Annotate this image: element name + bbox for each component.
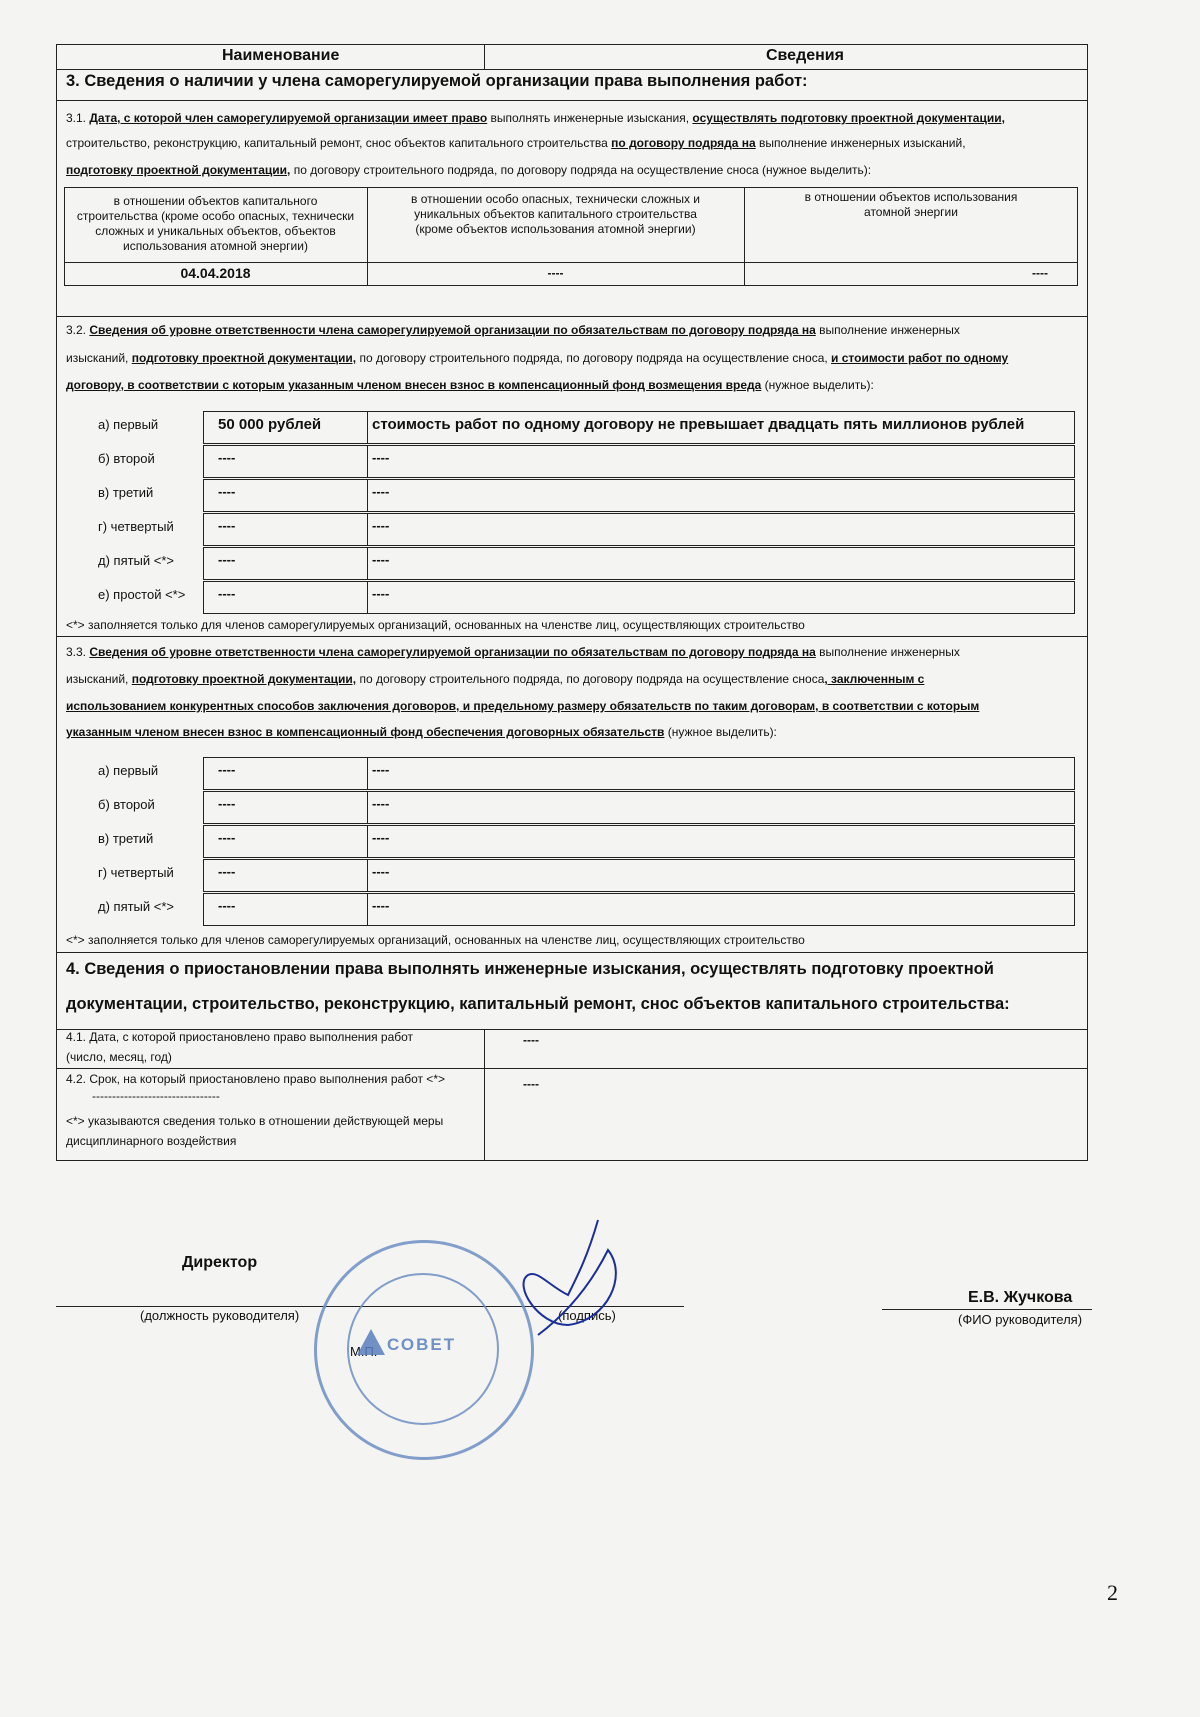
level-label: а) первый — [98, 763, 159, 778]
p33-line4: указанным членом внесен взнос в компенсационный фонд обеспечения договорных обязательств (нужное выделить): — [66, 725, 777, 739]
level-amount: ---- — [204, 792, 368, 823]
p33-line3: использованием конкурентных способов заключения договоров, и предельному размеру обязательств по таким договорам, в соответствии с которым — [66, 699, 980, 713]
level-description: ---- — [372, 484, 390, 499]
level-amount: ---- — [204, 480, 368, 511]
level-row — [203, 547, 1075, 580]
handwritten-signature — [508, 1215, 648, 1355]
level-description: ---- — [372, 518, 390, 533]
row-42-value: ---- — [523, 1077, 539, 1091]
level-description: ---- — [372, 450, 390, 465]
level-row — [203, 479, 1075, 512]
position-caption: (должность руководителя) — [140, 1308, 300, 1323]
level-row — [203, 513, 1075, 546]
signature-caption: (подпись) — [558, 1308, 616, 1323]
level-amount: ---- — [204, 826, 368, 857]
level-row — [203, 757, 1075, 790]
level-label: г) четвертый — [98, 865, 174, 880]
p31-value-1: 04.04.2018 — [180, 265, 251, 281]
level-label: в) третий — [98, 831, 154, 846]
level-label: а) первый — [98, 417, 159, 432]
row-42-note2: дисциплинарного воздействия — [66, 1134, 237, 1148]
p31-value-3: ---- — [1032, 266, 1048, 280]
section-4-title-line1: 4. Сведения о приостановлении права выполнять инженерные изыскания, осуществлять подготовку проектной — [66, 960, 994, 978]
level-amount: ---- — [204, 514, 368, 545]
header-col-name: Наименование — [222, 47, 340, 64]
p33-line1: 3.3. Сведения об уровне ответственности члена саморегулируемой организации по обязательствам по договору подряда на выполнение инженерных — [66, 645, 960, 659]
level-description: ---- — [372, 898, 390, 913]
signer-position: Директор — [182, 1254, 258, 1271]
level-row — [203, 411, 1075, 444]
row-42-label: 4.2. Срок, на который приостановлено право выполнения работ <*> — [66, 1072, 445, 1086]
level-description: ---- — [372, 552, 390, 567]
level-amount: ---- — [204, 894, 368, 925]
p31-col1-header: в отношении объектов капитального строительства (кроме особо опасных, технически сложных и уникальных объектов, объектов использования атомной энергии) — [76, 194, 355, 253]
level-label: г) четвертый — [98, 519, 174, 534]
p32-line2: изысканий, подготовку проектной документации, по договору строительного подряда, по договору подряда на осуществление сноса, и стоимости работ по одному — [66, 351, 1009, 365]
p31-line2: строительство, реконструкцию, капитальный ремонт, снос объектов капитального строительства по договору подряда на выполнение инженерных изысканий, — [66, 136, 966, 150]
seal-place-label: М.П. — [350, 1344, 378, 1359]
signer-name: Е.В. Жучкова — [968, 1289, 1073, 1306]
p32-line1: 3.2. Сведения об уровне ответственности члена саморегулируемой организации по обязательствам по договору подряда на выполнение инженерных — [66, 323, 960, 337]
level-label: д) пятый <*> — [98, 553, 175, 568]
row-41-value: ---- — [523, 1033, 539, 1047]
level-label: б) второй — [98, 451, 155, 466]
level-description: ---- — [372, 586, 390, 601]
level-row — [203, 893, 1075, 926]
p33-line2: изысканий, подготовку проектной документации, по договору строительного подряда, по договору подряда на осуществление сноса, заключенным с — [66, 672, 925, 686]
level-row — [203, 581, 1075, 614]
row-42-separator: -------------------------------- — [92, 1089, 220, 1103]
level-label: б) второй — [98, 797, 155, 812]
page-number: 2 — [1107, 1580, 1118, 1605]
level-row — [203, 859, 1075, 892]
level-row — [203, 825, 1075, 858]
row-42-note: <*> указываются сведения только в отношении действующей меры — [66, 1114, 444, 1128]
header-divider — [484, 44, 485, 69]
header-col-info: Сведения — [766, 47, 844, 64]
level-description: стоимость работ по одному договору не превышает двадцать пять миллионов рублей — [372, 416, 1025, 433]
level-label: в) третий — [98, 485, 154, 500]
level-amount: ---- — [204, 446, 368, 477]
p31-col2-header: в отношении особо опасных, технически сложных и уникальных объектов капитального строительства (кроме объектов использования атомной энергии) — [410, 192, 701, 236]
level-amount: 50 000 рублей — [204, 412, 368, 443]
p31-col3-header: в отношении объектов использования атомной энергии — [804, 190, 1018, 219]
level-amount: ---- — [204, 548, 368, 579]
p31-line1: 3.1. Дата, с которой член саморегулируемой организации имеет право выполнять инженерные изыскания, осуществлять подготовку проектной документации, — [66, 111, 1005, 125]
p32-note: <*> заполняется только для членов саморегулируемых организаций, основанных на членстве лиц, осуществляющих строительство — [66, 618, 805, 632]
row-41-label: 4.1. Дата, с которой приостановлено право выполнения работ — [66, 1030, 414, 1044]
p31-value-2: ---- — [547, 266, 564, 280]
p32-line3: договору, в соответствии с которым указанным членом внесен взнос в компенсационный фонд возмещения вреда (нужное выделить): — [66, 378, 874, 392]
level-row — [203, 791, 1075, 824]
level-description: ---- — [372, 864, 390, 879]
name-caption: (ФИО руководителя) — [958, 1312, 1083, 1327]
level-description: ---- — [372, 830, 390, 845]
organization-stamp: СОВЕТ — [314, 1240, 534, 1460]
level-label: е) простой <*> — [98, 587, 186, 602]
level-amount: ---- — [204, 758, 368, 789]
level-amount: ---- — [204, 582, 368, 613]
p31-line3: подготовку проектной документации, по договору строительного подряда, по договору подряда на осуществление сноса (нужное выделить): — [66, 163, 872, 177]
level-description: ---- — [372, 796, 390, 811]
row-41-sublabel: (число, месяц, год) — [66, 1050, 172, 1064]
level-amount: ---- — [204, 860, 368, 891]
level-label: д) пятый <*> — [98, 899, 175, 914]
level-row — [203, 445, 1075, 478]
p33-note: <*> заполняется только для членов саморегулируемых организаций, основанных на членстве лиц, осуществляющих строительство — [66, 933, 805, 947]
section-3-title: 3. Сведения о наличии у члена саморегулируемой организации права выполнения работ: — [66, 72, 808, 90]
level-description: ---- — [372, 762, 390, 777]
section-4-title-line2: документации, строительство, реконструкцию, капитальный ремонт, снос объектов капитального строительства: — [66, 995, 1010, 1013]
